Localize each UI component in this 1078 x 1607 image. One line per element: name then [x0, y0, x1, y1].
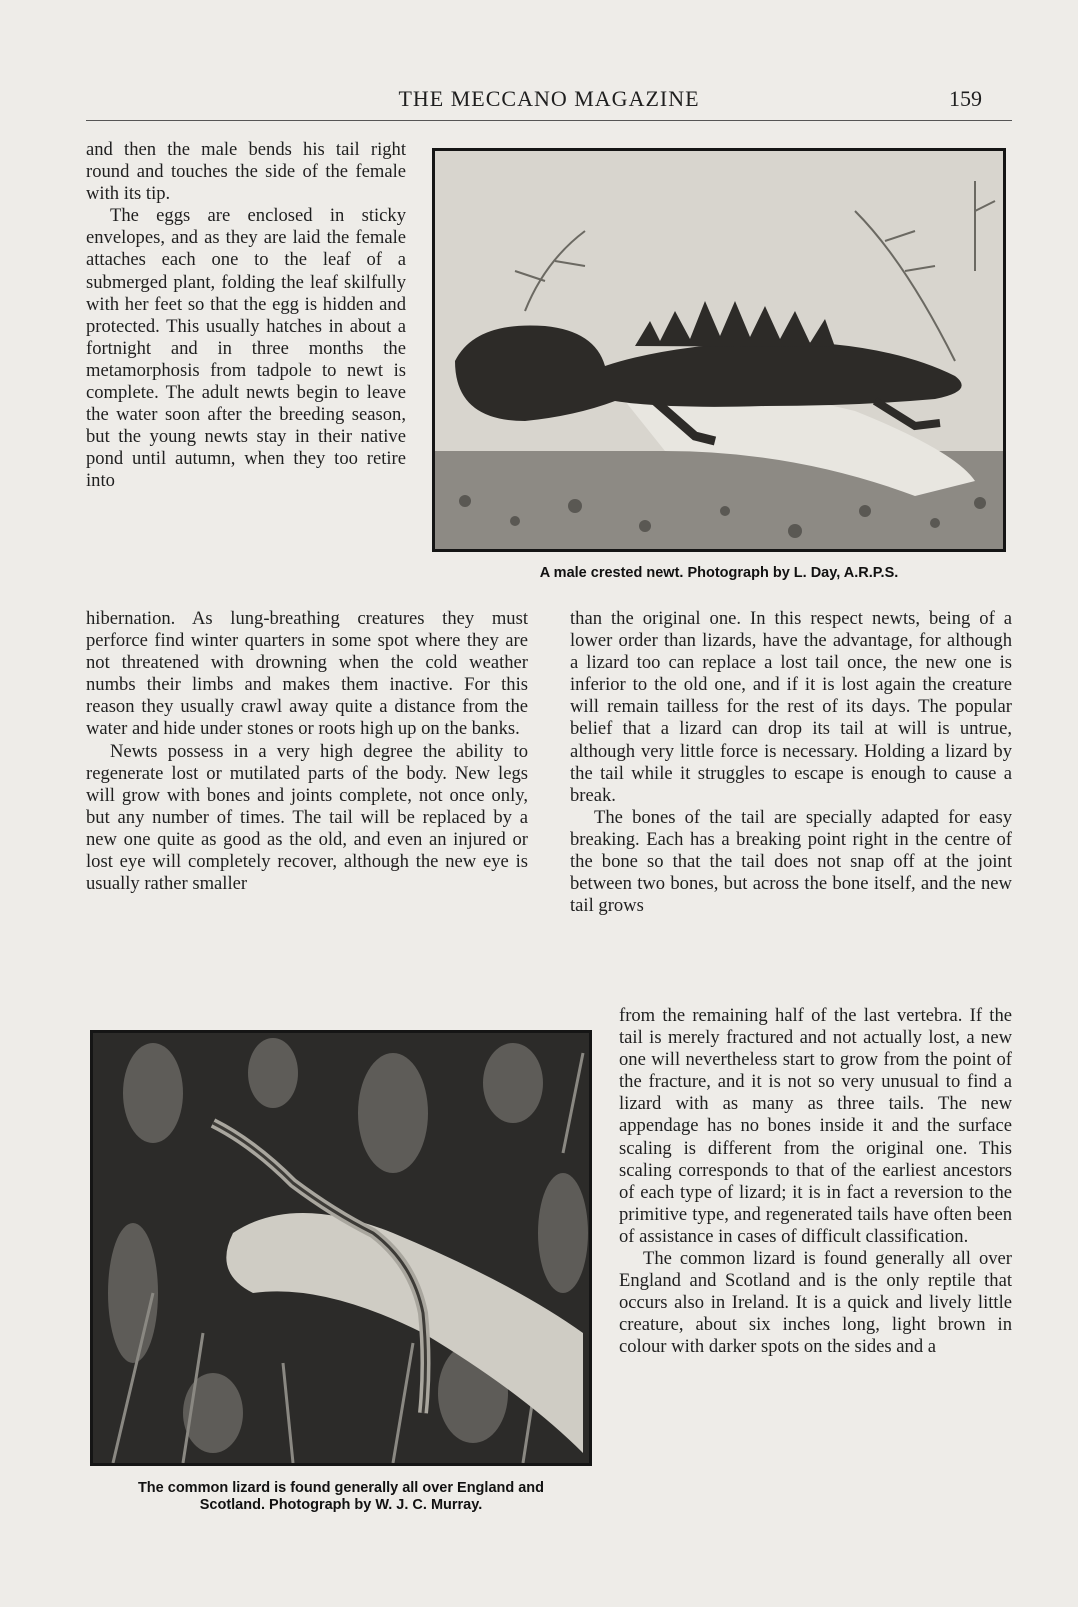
page-number: 159 — [949, 86, 982, 111]
right-narrow-column — [619, 1005, 1012, 1359]
paragraph: than the original one. In this respect newts, being of a lower order than lizards, have the advantage, for although a lizard too can replace a lost tail once, the new one is inferior to the old one, and if it is lost again the creature will remain tailless for the rest of its days. The popular belief that a lizard can drop its tail at will is untrue, although very little force is necessary. Holding a lizard by the tail while it struggles to escape is enough to cause a break. — [570, 608, 1012, 806]
paragraph: hibernation. As lung-breathing creatures they must perforce find winter quarters in some spot where they are not threatened with drowning when the cold weather numbs their limbs and makes them inactive. For this reason they usually crawl away quite a distance from the water and hide under stones or roots high up on the banks. — [86, 608, 528, 740]
paragraph: The eggs are enclosed in sticky envelopes, and as they are laid the female attaches each one to the leaf of a submerged plant, folding the leaf skilfully with her feet so that the egg is hidden and protected. This usually hatches in about a fortnight and in three months the metamorphosis from tadpole to newt is complete. The adult newts begin to leave the water soon after the breeding season, but the young newts stay in their native pond until autumn, when they too retire into — [86, 205, 406, 492]
right-column — [570, 608, 1012, 917]
newt-photograph — [432, 148, 1006, 552]
paragraph: Newts possess in a very high degree the ability to regenerate lost or mutilated parts of the body. New legs will grow with bones and joints complete, not once only, but any number of times. The tail will be replaced by a new one quite as good as the old, and even an injured or lost eye will completely recover, although the new eye is usually rather smaller — [86, 740, 528, 895]
paragraph: The bones of the tail are specially adapted for easy breaking. Each has a breaking point right in the centre of the bone so that the tail does not snap off at the joint between two bones, but across the bone itself, and the new tail grows — [570, 806, 1012, 917]
newt-photo-caption: A male crested newt. Photograph by L. Day, A.R.P.S. — [539, 565, 899, 581]
magazine-title: THE MECCANO MAGAZINE — [398, 86, 700, 111]
caption-line: The common lizard is found generally all over England and — [137, 1480, 545, 1496]
paragraph: from the remaining half of the last vertebra. If the tail is merely fractured and not actually lost, a new one will nevertheless start to grow from the point of the fracture, and it is not so very unusual to find a lizard with as many as three tails. The new appendage has no bones inside it and the surface scaling is different from the original one. This scaling corresponds to that of the earliest ancestors of each type of lizard; it is in fact a reversion to the primitive type, and regenerated tails have often been of assistance in cases of difficult classification. — [619, 1005, 1012, 1247]
lizard-photograph — [90, 1030, 592, 1466]
left-column — [86, 608, 528, 895]
page-header — [86, 86, 1012, 121]
paragraph: and then the male bends his tail right round and touches the side of the female with its tip. — [86, 139, 406, 205]
paragraph: The common lizard is found generally all over England and Scotland and is the only reptile that occurs also in Ireland. It is a quick and lively little creature, about six inches long, light brown in colour with darker spots on the sides and a — [619, 1248, 1012, 1358]
lizard-photo-caption — [86, 1480, 596, 1514]
intro-column — [86, 139, 406, 493]
caption-line: Scotland. Photograph by W. J. C. Murray. — [199, 1497, 483, 1513]
